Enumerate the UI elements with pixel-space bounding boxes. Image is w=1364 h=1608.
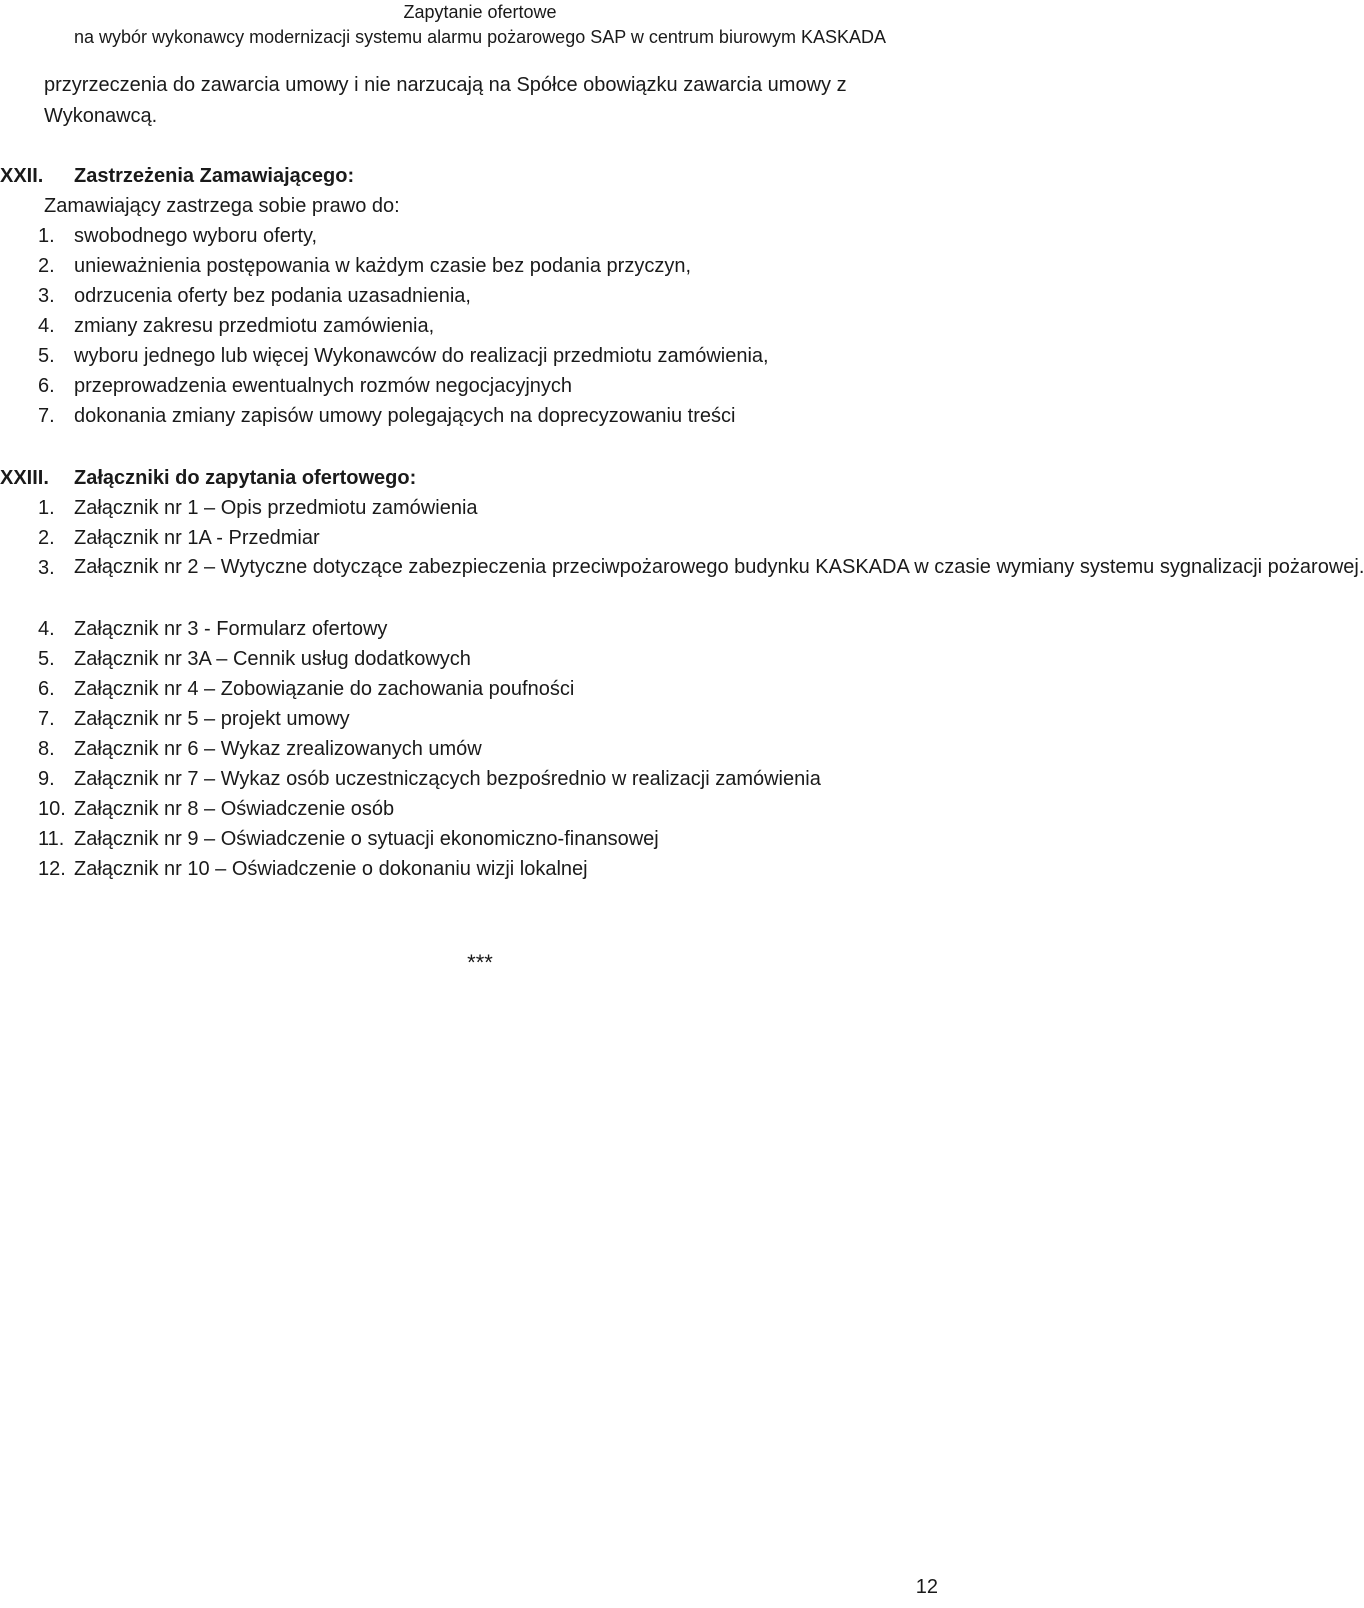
section-22-title: Zastrzeżenia Zamawiającego: bbox=[74, 165, 355, 187]
page-header bbox=[0, 0, 960, 50]
document-page: Zapytanie ofertowe na wybór wykonawcy modernizacji systemu alarmu pożarowego SAP w centrum biurowym KASKADA przyrzeczenia do zawarcia umowy i nie narzucają na Spółce obowiązku zawarcia umowy z Wykonawcą. XXII. Zastrzeżenia Zamawiającego: Zamawiający zastrzega sobie prawo do: 1. swobodnego wyboru oferty, 2. unieważnienia postępowania w każdym czasie bez podania przyczyn, 3. odrzucenia oferty bez podania uzasadnienia, 4. zmiany zakresu przedmiotu zamówienia, 5. wyboru jednego lub więcej Wykonawców do realizacji przedmiotu zamówienia, 6. przeprowadzenia ewentualnych rozmów negocjacyjnych 7. dokonania zmiany zapisów umowy polegających na doprecyzowaniu treści XXIII. Załączniki do zapytania ofertowego: 1. Załącznik nr 1 – Opis przedmiotu zamówienia 2. Załącznik nr 1A - Przedmiar 3. Załącznik nr 2 – Wytyczne dotyczące zabezpieczenia przeciwpożarowego budynku KASKADA w czasie wymiany systemu sygnalizacji pożarowej. 4. Załącznik nr 3 - Formularz ofertowy 5. Załącznik nr 3A – Cennik usług dodatkowych 6. Załącznik nr 4 – Zobowiązanie do zachowania poufności 7. Załącznik nr 5 – projekt umowy 8. Załącznik nr 6 – Wykaz zrealizowanych umów 9. Załącznik nr 7 – Wykaz osób uczestniczących bezpośrednio w realizacji zamówienia 10. Załącznik nr 8 – Oświadczenie osób 11. Załącznik nr 9 – Oświadczenie o sytuacji ekonomiczno-finansowej 12. Załącznik nr 10 – Oświadczenie o dokonaniu wizji lokalnej *** 12 bbox=[0, 2, 1364, 1598]
section-separator: *** bbox=[467, 950, 493, 975]
header-title: Zapytanie ofertowe bbox=[403, 2, 557, 22]
header-subtitle: na wybór wykonawcy modernizacji systemu alarmu pożarowego SAP w centrum biurowym KASKADA bbox=[74, 27, 886, 47]
intro-paragraph: przyrzeczenia do zawarcia umowy i nie narzucają na Spółce obowiązku zawarcia umowy z Wykonawcą. bbox=[44, 74, 847, 127]
attachment-item: 3. Załącznik nr 2 – Wytyczne dotyczące zabezpieczenia przeciwpożarowego budynku KASKADA w czasie wymiany systemu sygnalizacji pożarowej. bbox=[38, 556, 1364, 579]
page-number: 12 bbox=[915, 1576, 938, 1598]
section-23-number: XXIII. bbox=[0, 467, 49, 489]
section-23-title: Załączniki do zapytania ofertowego: bbox=[74, 467, 417, 489]
section-22-lead: Zamawiający zastrzega sobie prawo do: bbox=[44, 195, 400, 217]
section-22-number: XXII. bbox=[0, 165, 44, 187]
